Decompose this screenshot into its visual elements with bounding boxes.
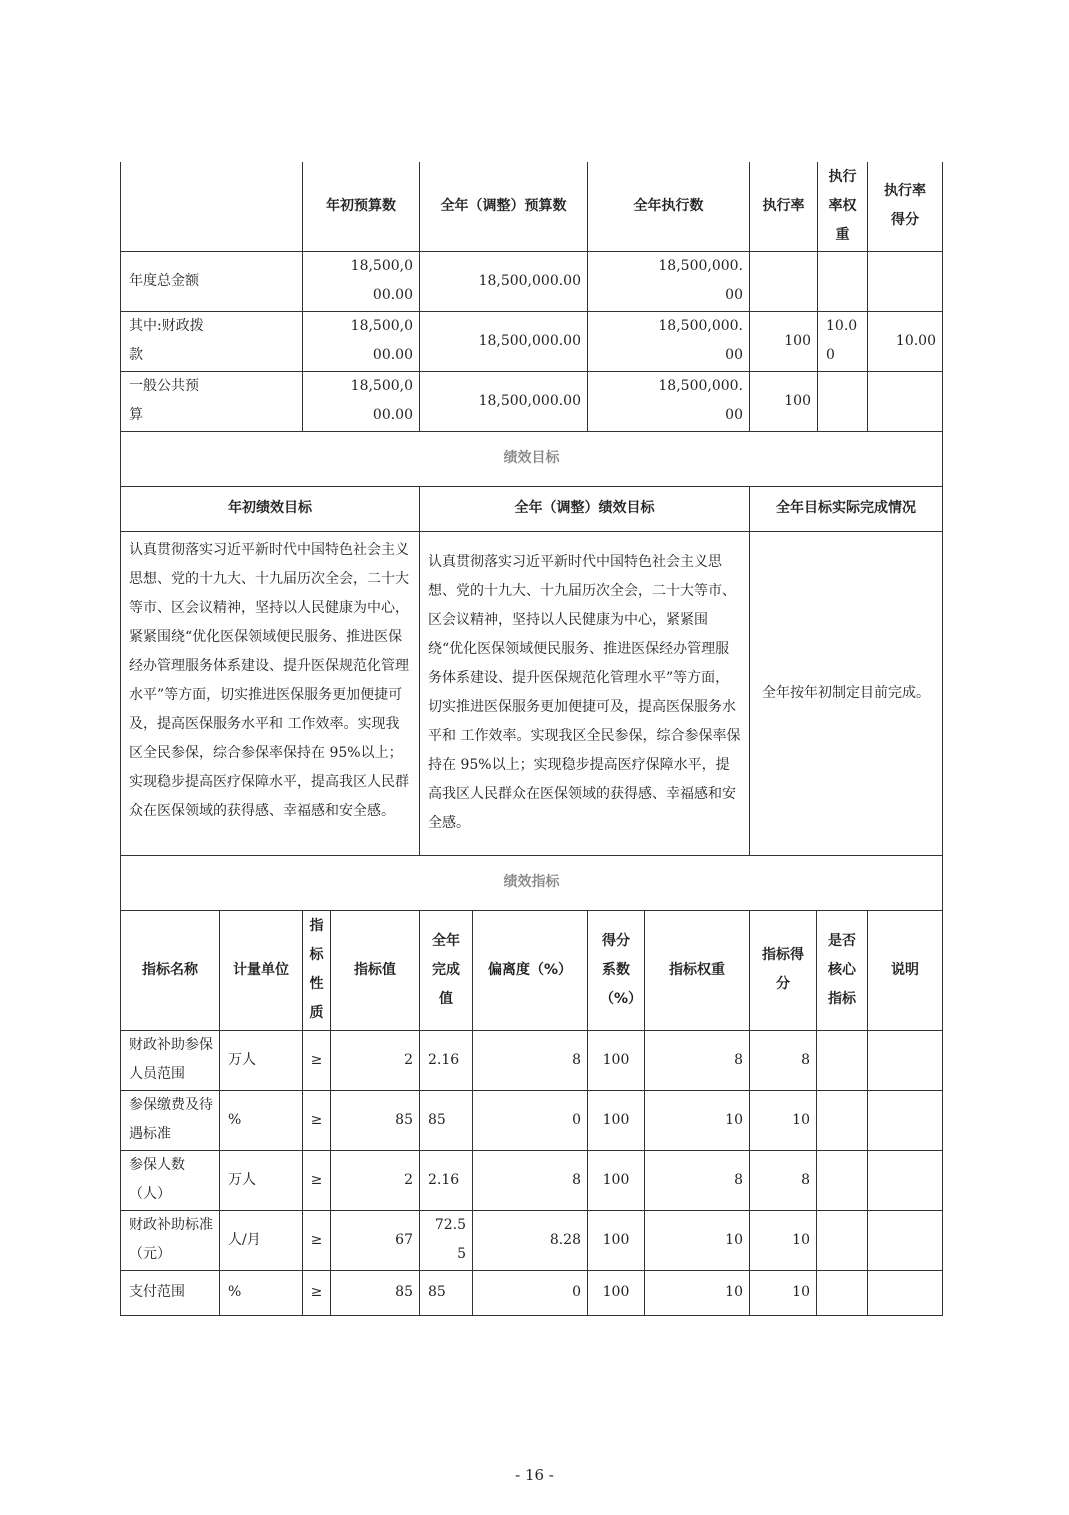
metric-nature: ≥ <box>303 1090 331 1150</box>
goals-section-row <box>121 431 943 486</box>
metric-unit: % <box>220 1270 303 1315</box>
metrics-row <box>121 1150 943 1210</box>
header-rate-score: 执行率得分 <box>868 162 943 251</box>
metric-core <box>817 1090 868 1150</box>
metrics-header-weight: 指标权重 <box>645 911 750 1030</box>
metric-actual: 85 <box>420 1270 473 1315</box>
metric-score: 10 <box>750 1270 817 1315</box>
metric-value: 85 <box>331 1270 420 1315</box>
goals-section-title: 绩效目标 <box>121 431 943 486</box>
row-adjusted: 18,500,000.00 <box>420 251 588 311</box>
row-executed: 18,500,000.00 <box>588 371 750 431</box>
row-rate <box>750 251 818 311</box>
metric-weight: 10 <box>645 1270 750 1315</box>
metric-core <box>817 1270 868 1315</box>
budget-header-row <box>121 162 943 251</box>
metric-deviation: 0 <box>473 1270 588 1315</box>
metrics-header-actual: 全年完成值 <box>420 911 473 1030</box>
header-rate-weight: 执行率权重 <box>818 162 868 251</box>
metrics-section-row <box>121 855 943 910</box>
metric-name: 参保缴费及待遇标准 <box>121 1090 220 1150</box>
metric-actual: 85 <box>420 1090 473 1150</box>
metrics-header-name: 指标名称 <box>121 911 220 1030</box>
metrics-row <box>121 1210 943 1270</box>
goals-actual-text: 全年按年初制定目前完成。 <box>750 531 943 855</box>
budget-row <box>121 251 943 311</box>
metric-core <box>817 1030 868 1090</box>
goals-header-adjusted: 全年（调整）绩效目标 <box>420 486 750 531</box>
row-name: 其中:财政拨款 <box>121 311 303 371</box>
metrics-header-nature: 指标性质 <box>303 911 331 1030</box>
goals-header-row <box>121 486 943 531</box>
metrics-header-core: 是否核心指标 <box>817 911 868 1030</box>
metric-note <box>868 1210 943 1270</box>
budget-table <box>120 162 943 911</box>
metric-deviation: 0 <box>473 1090 588 1150</box>
metric-note <box>868 1150 943 1210</box>
metric-name: 财政补助参保人员范围 <box>121 1030 220 1090</box>
metric-core <box>817 1150 868 1210</box>
header-initial-budget: 年初预算数 <box>303 162 420 251</box>
metric-unit: % <box>220 1090 303 1150</box>
metric-name: 支付范围 <box>121 1270 220 1315</box>
metrics-header-row <box>121 911 943 1030</box>
metric-nature: ≥ <box>303 1270 331 1315</box>
header-execution-rate: 执行率 <box>750 162 818 251</box>
metric-name: 财政补助标准（元） <box>121 1210 220 1270</box>
goals-header-actual: 全年目标实际完成情况 <box>750 486 943 531</box>
row-weight <box>818 371 868 431</box>
row-weight: 10.00 <box>818 311 868 371</box>
metrics-row <box>121 1270 943 1315</box>
metric-value: 2 <box>331 1150 420 1210</box>
header-executed: 全年执行数 <box>588 162 750 251</box>
metric-coef: 100 <box>588 1090 645 1150</box>
metric-note <box>868 1270 943 1315</box>
row-adjusted: 18,500,000.00 <box>420 311 588 371</box>
metrics-header-value: 指标值 <box>331 911 420 1030</box>
row-adjusted: 18,500,000.00 <box>420 371 588 431</box>
row-name: 一般公共预算 <box>121 371 303 431</box>
metrics-header-note: 说明 <box>868 911 943 1030</box>
metric-weight: 10 <box>645 1210 750 1270</box>
metric-core <box>817 1210 868 1270</box>
budget-row <box>121 311 943 371</box>
metric-value: 67 <box>331 1210 420 1270</box>
metric-name: 参保人数（人） <box>121 1150 220 1210</box>
metric-coef: 100 <box>588 1030 645 1090</box>
metric-score: 8 <box>750 1030 817 1090</box>
metric-deviation: 8.28 <box>473 1210 588 1270</box>
metric-score: 8 <box>750 1150 817 1210</box>
metric-actual: 2.16 <box>420 1030 473 1090</box>
row-score: 10.00 <box>868 311 943 371</box>
metric-actual: 2.16 <box>420 1150 473 1210</box>
metric-value: 85 <box>331 1090 420 1150</box>
goals-content-row <box>121 531 943 855</box>
row-rate: 100 <box>750 371 818 431</box>
row-executed: 18,500,000.00 <box>588 251 750 311</box>
metrics-header-score: 指标得分 <box>750 911 817 1030</box>
metric-score: 10 <box>750 1090 817 1150</box>
metrics-row <box>121 1030 943 1090</box>
metric-nature: ≥ <box>303 1030 331 1090</box>
metric-unit: 人/月 <box>220 1210 303 1270</box>
metric-weight: 8 <box>645 1030 750 1090</box>
metric-note <box>868 1090 943 1150</box>
metric-coef: 100 <box>588 1270 645 1315</box>
row-score <box>868 251 943 311</box>
metric-unit: 万人 <box>220 1150 303 1210</box>
row-initial: 18,500,000.00 <box>303 311 420 371</box>
metric-score: 10 <box>750 1210 817 1270</box>
metric-coef: 100 <box>588 1210 645 1270</box>
metric-deviation: 8 <box>473 1150 588 1210</box>
goals-header-initial: 年初绩效目标 <box>121 486 420 531</box>
metric-unit: 万人 <box>220 1030 303 1090</box>
metrics-row <box>121 1090 943 1150</box>
row-score <box>868 371 943 431</box>
header-adjusted-budget: 全年（调整）预算数 <box>420 162 588 251</box>
metrics-section-title: 绩效指标 <box>121 855 943 910</box>
page-number: - 16 - <box>515 1466 554 1484</box>
row-initial: 18,500,000.00 <box>303 371 420 431</box>
row-initial: 18,500,000.00 <box>303 251 420 311</box>
metric-coef: 100 <box>588 1150 645 1210</box>
metric-weight: 10 <box>645 1090 750 1150</box>
metric-actual: 72.55 <box>420 1210 473 1270</box>
metrics-table <box>120 911 943 1316</box>
goals-adjusted-text: 认真贯彻落实习近平新时代中国特色社会主义思想、党的十九大、十九届历次全会，二十大等市、区会议精神，坚持以人民健康为中心，紧紧围绕“优化医保领域便民服务、推进医保经办管理服务体系建设、提升医保规范化管理水平”等方面，切实推进医保服务更加便捷可及，提高医保服务水平和 工作效率。实现我区全民参保，综合参保率保持在 95%以上；实现稳步提高医疗保障水平，提高我区人民群众在医保领域的获得感、幸福感和安全感。 <box>420 531 750 855</box>
goals-initial-text: 认真贯彻落实习近平新时代中国特色社会主义思想、党的十九大、十九届历次全会，二十大等市、区会议精神，坚持以人民健康为中心，紧紧围绕“优化医保领域便民服务、推进医保经办管理服务体系建设、提升医保规范化管理水平”等方面，切实推进医保服务更加便捷可及，提高医保服务水平和 工作效率。实现我区全民参保，综合参保率保持在 95%以上；实现稳步提高医疗保障水平，提高我区人民群众在医保领域的获得感、幸福感和安全感。 <box>121 531 420 855</box>
metrics-header-coef: 得分系数（%） <box>588 911 645 1030</box>
row-rate: 100 <box>750 311 818 371</box>
metrics-header-deviation: 偏离度（%） <box>473 911 588 1030</box>
metrics-header-unit: 计量单位 <box>220 911 303 1030</box>
row-weight <box>818 251 868 311</box>
metric-nature: ≥ <box>303 1150 331 1210</box>
metric-nature: ≥ <box>303 1210 331 1270</box>
row-executed: 18,500,000.00 <box>588 311 750 371</box>
metric-deviation: 8 <box>473 1030 588 1090</box>
metric-weight: 8 <box>645 1150 750 1210</box>
budget-row <box>121 371 943 431</box>
budget-header-blank <box>121 162 303 251</box>
row-name: 年度总金额 <box>121 251 303 311</box>
metric-value: 2 <box>331 1030 420 1090</box>
metric-note <box>868 1030 943 1090</box>
